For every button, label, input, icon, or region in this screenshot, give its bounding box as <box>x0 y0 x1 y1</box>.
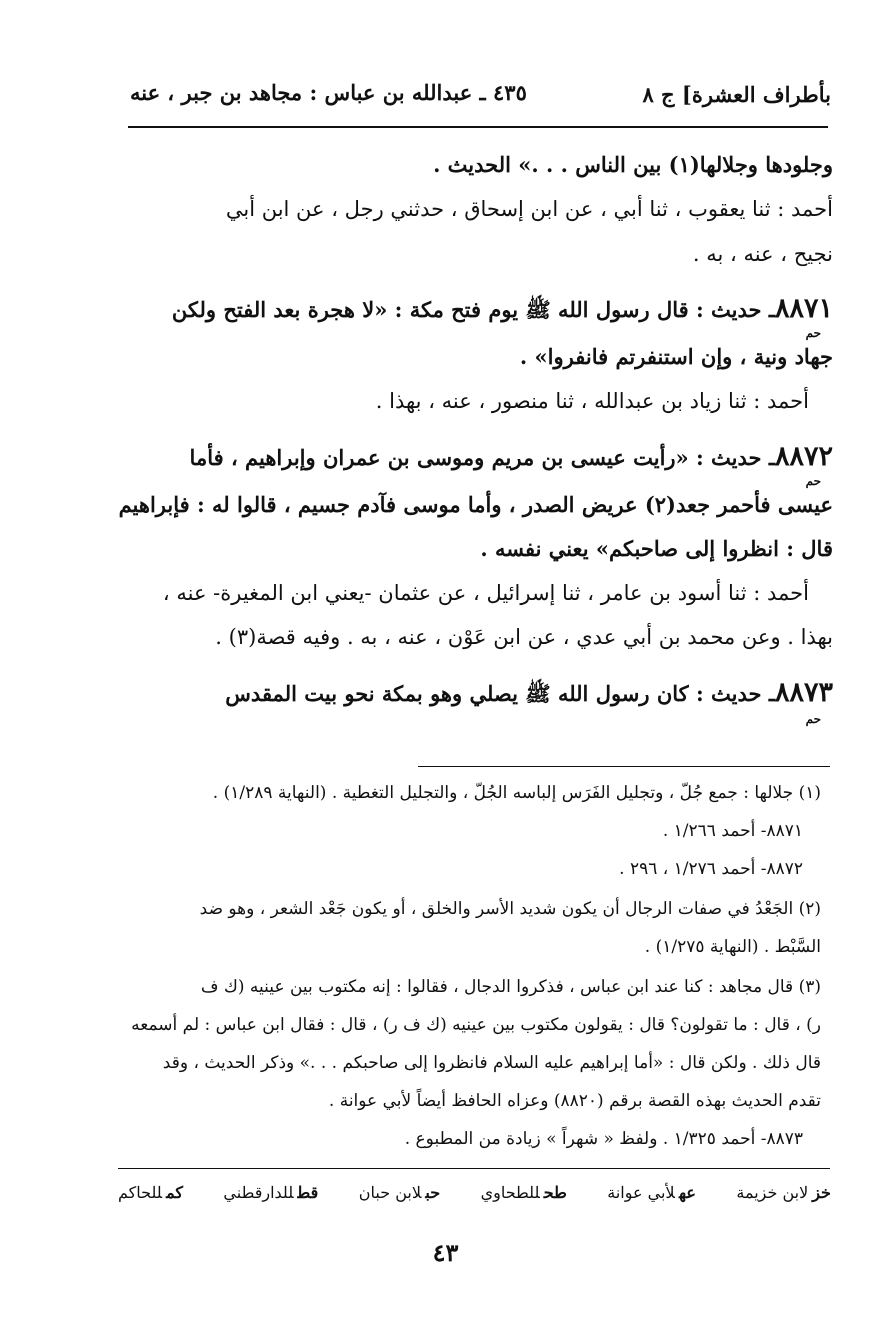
hadith-number: ٨٨٧١ <box>774 293 833 324</box>
hadith-8871-line2: جهاد ونية ، وإن استنفرتم فانفروا» . <box>519 344 833 369</box>
footnote-3-line2: ر) ، قال : ما تقولون؟ قال : يقولون مكتوب بين عينيه (ك ف ر) ، قال : فقال ابن عباس : لم أسمعه <box>131 1015 821 1035</box>
hadith-text: ـ حديث : قال رسول الله ﷺ يوم فتح مكة : «لا هجرة بعد الفتح ولكن <box>171 297 775 322</box>
siglum-musnad: حم <box>805 474 821 488</box>
footnote-3-line1: (٣) قال مجاهد : كنا عند ابن عباس ، فذكروا الدجال ، فقالوا : إنه مكتوب بين عينيه (ك ف <box>200 977 821 997</box>
footnote-rule <box>418 766 830 767</box>
abbreviation-item: طحللطحاوي <box>480 1183 567 1202</box>
hadith-number: ٨٨٧٢ <box>774 441 833 472</box>
hadith-8872-isnad1: أحمد : ثنا أسود بن عامر ، ثنا إسرائيل ، عن عثمان -يعني ابن المغيرة- عنه ، <box>162 581 809 605</box>
footnote-3-line3: قال ذلك . ولكن قال : «أما إبراهيم عليه السلام فانظروا إلى صاحبكم . . .» وذكر الحديث ، وقد <box>162 1053 821 1073</box>
hadith-8871-isnad: أحمد : ثنا زياد بن عبدالله ، ثنا منصور ، عنه ، بهذا . <box>375 389 809 413</box>
abbreviation-item: حبلابن حبان <box>358 1183 441 1202</box>
siglum-musnad: حم <box>805 326 821 340</box>
footnote-1: (١) جلالها : جمع جُلّ ، وتجليل الفَرَس إلباسه الجُلّ ، والتجليل التغطية . (النهاية ١/٢٨٩) . <box>212 783 821 803</box>
hadith-8871-line1 <box>130 292 833 327</box>
abbreviation-item: خزلابن خزيمة <box>736 1183 831 1202</box>
isnad-text: أحمد : ثنا يعقوب ، ثنا أبي ، عن ابن إسحاق ، حدثني رجل ، عن ابن أبي <box>225 197 833 221</box>
footnote-3-line4: تقدم الحديث بهذه القصة برقم (٨٨٢٠) وعزاه الحافظ أيضاً لأبي عوانة . <box>328 1091 821 1111</box>
hadith-text: ـ حديث : «رأيت عيسى بن مريم وموسى بن عمران وإبراهيم ، فأما <box>189 445 775 470</box>
footnote-ref-8873: ٨٨٧٣- أحمد ١/٣٢٥ . ولفظ « شهراً » زيادة من المطبوع . <box>404 1129 803 1149</box>
hadith-8872-line2: عيسى فأحمر جعد(٢) عريض الصدر ، وأما موسى فآدم جسيم ، قالوا له : فإبراهيم <box>118 492 833 517</box>
hadith-8872-isnad2: بهذا . وعن محمد بن أبي عدي ، عن ابن عَوْن ، عنه ، به . وفيه قصة(٣) . <box>215 625 833 649</box>
continued-text-line: وجلودها وجلالها(١) بين الناس . . .» الحديث . <box>433 152 833 177</box>
hadith-8872-line1 <box>130 440 833 475</box>
footnote-ref-8872: ٨٨٧٢- أحمد ١/٢٧٦ ، ٢٩٦ . <box>619 859 803 879</box>
running-head-section: ٤٣٥ ـ عبدالله بن عباس : مجاهد بن جبر ، عنه <box>130 80 527 105</box>
hadith-8872-line3: قال : انظروا إلى صاحبكم» يعني نفسه . <box>480 536 833 561</box>
footnote-2-line2: السَّبْط . (النهاية ١/٢٧٥) . <box>644 937 821 957</box>
abbreviations-rule <box>118 1168 830 1169</box>
header-rule <box>128 126 828 128</box>
abbreviation-item: قطللدارقطني <box>223 1183 319 1202</box>
abbreviation-item: عهلأبي عوانة <box>607 1183 696 1202</box>
isnad-line <box>130 192 833 226</box>
abbreviations-legend <box>118 1183 831 1202</box>
hadith-number: ٨٨٧٣ <box>774 677 833 708</box>
running-head-title: بأطراف العشرة] ج ٨ <box>642 82 831 107</box>
abbreviation-item: كمللحاكم <box>118 1183 183 1202</box>
siglum-musnad: حم <box>805 712 821 726</box>
hadith-8873-line1 <box>130 676 833 711</box>
footnote-2-line1: (٢) الجَعْدُ في صفات الرجال أن يكون شديد الأسر والخلق ، أو يكون جَعْد الشعر ، وهو ضد <box>199 899 821 919</box>
page-number: ٤٣ <box>432 1238 459 1267</box>
hadith-text: ـ حديث : كان رسول الله ﷺ يصلي وهو بمكة نحو بيت المقدس <box>225 681 775 706</box>
footnote-ref-8871: ٨٨٧١- أحمد ١/٢٦٦ . <box>662 821 803 841</box>
isnad-line-end: نجيح ، عنه ، به . <box>692 242 833 266</box>
